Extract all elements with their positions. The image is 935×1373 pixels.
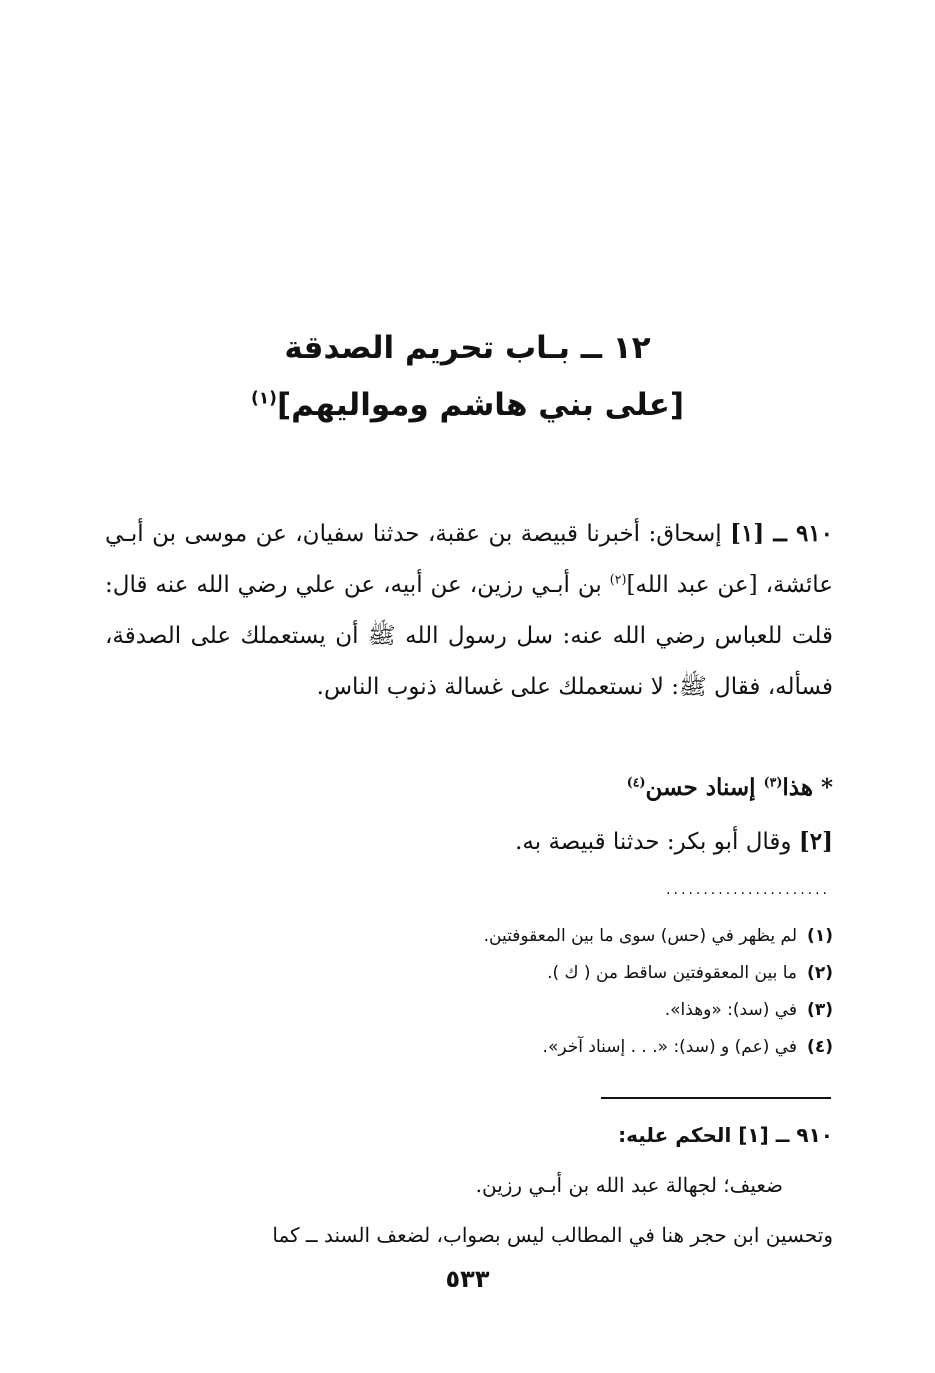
- dotted-separator: ......................: [666, 882, 830, 898]
- second-chain-line: [105, 828, 883, 855]
- grading-text-a: هذا: [782, 774, 813, 801]
- hadith-paragraph: [105, 508, 833, 713]
- hadith-text-part1: إسحاق: أخبرنا قبيصة بن عقبة، حدثنا سفيان، عن موسى بن أبـي عائشة، [عن عبد الله]: [105, 521, 833, 598]
- chapter-title: [0, 330, 935, 366]
- page-number: ٥٣٣: [445, 1265, 490, 1293]
- grading-text-b: إسناد حسن: [645, 774, 756, 801]
- star-marker: *: [820, 774, 833, 801]
- footnote-text: في (عم) و (سد): «. . . إسناد آخر».: [542, 1037, 798, 1057]
- footnote-text: ما بين المعقوفتين ساقط من ( ك ).: [547, 963, 798, 983]
- grading-line: [105, 774, 883, 801]
- footnote-number: (٢): [807, 963, 833, 983]
- second-chain-text: وقال أبو بكر: حدثنا قبيصة به.: [515, 829, 792, 855]
- footnotes-list: [105, 918, 833, 1066]
- footnote-number: (١): [807, 926, 833, 946]
- footnote-number: (٣): [807, 1000, 833, 1020]
- chapter-subtitle-text: [على بني هاشم ومواليهم]: [276, 387, 685, 423]
- footnote-ref-4: (٤): [626, 774, 646, 790]
- footnote-item: [105, 955, 833, 992]
- footnote-item: [105, 992, 833, 1029]
- footnote-ref-3: (٣): [763, 774, 783, 790]
- second-chain-number: [٢]: [798, 828, 833, 855]
- footnote-item: [105, 1029, 833, 1066]
- footnote-text: في (سد): «وهذا».: [664, 1000, 798, 1020]
- footnote-number: (٤): [807, 1037, 833, 1057]
- commentary-line: ضعيف؛ لجهالة عبد الله بن أبـي رزين.: [475, 1173, 783, 1197]
- footnote-ref-1: (١): [250, 388, 277, 409]
- commentary-heading: ٩١٠ ــ [١] الحكم عليه:: [618, 1123, 833, 1147]
- footnote-item: [105, 918, 833, 955]
- footnote-ref-2: (٢): [609, 571, 627, 587]
- commentary-divider: [601, 1097, 831, 1099]
- footnote-text: لم يظهر في (حس) سوى ما بين المعقوفتين.: [483, 926, 798, 946]
- hadith-text-part2: بن أبـي رزين، عن أبيه، عن علي رضي الله عنه قال: قلت للعباس رضي الله عنه: سل رسول الله ﷺ أن يستعملك على الصدقة، فسأله، فقال ﷺ: لا نستعملك على غسالة ذنوب الناس.: [105, 572, 833, 700]
- commentary-section: [105, 1110, 833, 1260]
- chapter-title-text: ١٢ ــ بـاب تحريم الصدقة: [284, 330, 651, 366]
- hadith-number: ٩١٠ ــ [١]: [730, 520, 834, 547]
- chapter-subtitle: [0, 387, 935, 423]
- commentary-line: وتحسين ابن حجر هنا في المطالب ليس بصواب، لضعف السند ــ كما: [272, 1223, 833, 1247]
